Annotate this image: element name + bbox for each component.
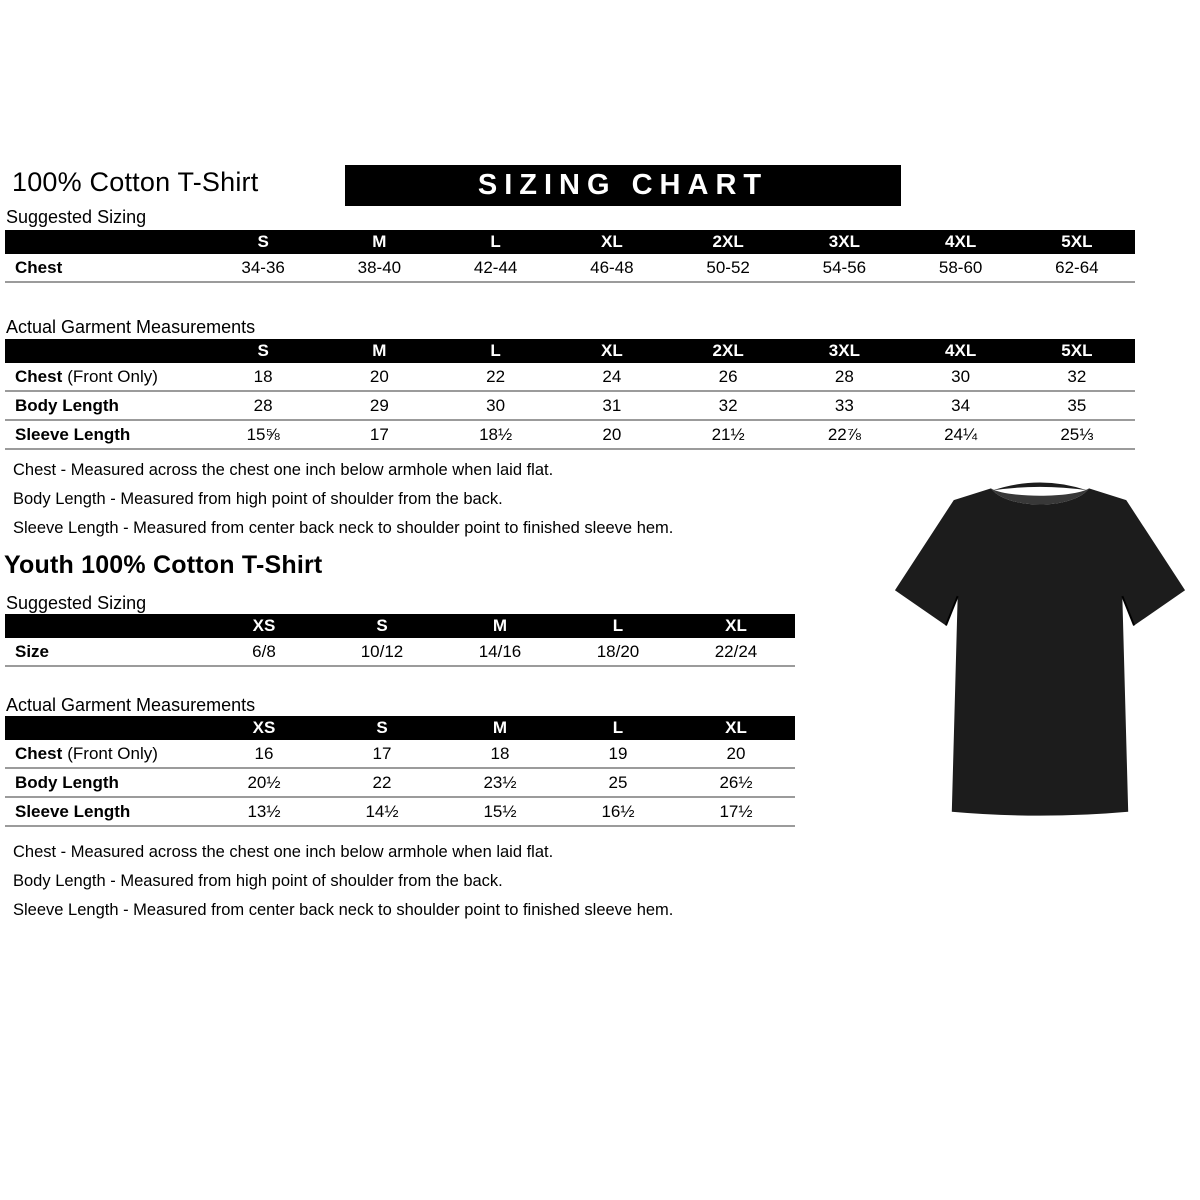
note-sleeve-length: Sleeve Length - Measured from center back neck to shoulder point to finished sleeve hem. [13, 901, 674, 919]
sizing-chart-banner: SIZING CHART [345, 165, 901, 206]
size-header: XL [677, 716, 795, 740]
size-header: 5XL [1019, 230, 1135, 254]
value-cell: 16½ [559, 797, 677, 826]
value-cell: 18½ [438, 420, 554, 449]
value-cell: 17½ [677, 797, 795, 826]
tshirt-image [893, 470, 1187, 834]
row-label: Chest [15, 257, 63, 277]
value-cell: 33 [786, 391, 902, 420]
value-cell: 28 [205, 391, 321, 420]
value-cell: 15½ [441, 797, 559, 826]
size-header: 5XL [1019, 339, 1135, 363]
note-chest: Chest - Measured across the chest one inch below armhole when laid flat. [13, 843, 554, 861]
adult-actual-header-row [5, 339, 1135, 363]
value-cell: 20 [554, 420, 670, 449]
size-header: S [205, 230, 321, 254]
size-header: 4XL [903, 230, 1019, 254]
note-chest: Chest - Measured across the chest one inch below armhole when laid flat. [13, 461, 554, 479]
value-cell: 22 [438, 363, 554, 391]
table-row [5, 797, 795, 826]
table-row [5, 363, 1135, 391]
row-label-cell [5, 768, 205, 797]
row-label-cell [5, 797, 205, 826]
row-label: Sleeve Length [15, 801, 131, 821]
value-cell: 31 [554, 391, 670, 420]
youth-actual-header-row [5, 716, 795, 740]
value-cell: 18 [205, 363, 321, 391]
row-label-cell [5, 363, 205, 391]
value-cell: 24¼ [903, 420, 1019, 449]
value-cell: 6/8 [205, 638, 323, 666]
value-cell: 16 [205, 740, 323, 768]
size-header: S [323, 614, 441, 638]
value-cell: 30 [438, 391, 554, 420]
value-cell: 17 [321, 420, 437, 449]
table-row [5, 740, 795, 768]
size-header: XL [677, 614, 795, 638]
value-cell: 35 [1019, 391, 1135, 420]
size-header: L [438, 230, 554, 254]
value-cell: 23½ [441, 768, 559, 797]
value-cell: 25 [559, 768, 677, 797]
value-cell: 13½ [205, 797, 323, 826]
note-sleeve-length: Sleeve Length - Measured from center back neck to shoulder point to finished sleeve hem. [13, 519, 674, 537]
adult-suggested-heading: Suggested Sizing [6, 207, 147, 227]
youth-suggested-table [5, 614, 795, 667]
row-label-cell [5, 420, 205, 449]
row-label: Chest [15, 366, 63, 386]
size-header: L [438, 339, 554, 363]
size-header: L [559, 716, 677, 740]
row-label-note: (Front Only) [67, 743, 158, 763]
row-label-cell [5, 391, 205, 420]
value-cell: 28 [786, 363, 902, 391]
size-header: XL [554, 230, 670, 254]
value-cell: 22 [323, 768, 441, 797]
youth-suggested-header-row [5, 614, 795, 638]
value-cell: 58-60 [903, 254, 1019, 282]
value-cell: 18 [441, 740, 559, 768]
row-label: Size [15, 641, 50, 661]
youth-notes [13, 843, 873, 930]
value-cell: 42-44 [438, 254, 554, 282]
value-cell: 32 [670, 391, 786, 420]
youth-actual-heading: Actual Garment Measurements [6, 695, 256, 715]
size-header: M [321, 339, 437, 363]
value-cell: 19 [559, 740, 677, 768]
value-cell: 38-40 [321, 254, 437, 282]
row-label: Body Length [15, 395, 119, 415]
table-row [5, 420, 1135, 449]
value-cell: 17 [323, 740, 441, 768]
value-cell: 29 [321, 391, 437, 420]
row-label: Sleeve Length [15, 424, 131, 444]
value-cell: 26½ [677, 768, 795, 797]
size-header: M [441, 716, 559, 740]
size-header: 3XL [786, 339, 902, 363]
value-cell: 50-52 [670, 254, 786, 282]
value-cell: 10/12 [323, 638, 441, 666]
size-header: 4XL [903, 339, 1019, 363]
value-cell: 30 [903, 363, 1019, 391]
youth-suggested-heading: Suggested Sizing [6, 593, 147, 613]
row-label-cell [5, 638, 205, 666]
size-header: S [323, 716, 441, 740]
value-cell: 32 [1019, 363, 1135, 391]
value-cell: 46-48 [554, 254, 670, 282]
row-label: Body Length [15, 772, 119, 792]
adult-actual-heading: Actual Garment Measurements [6, 317, 256, 337]
value-cell: 18/20 [559, 638, 677, 666]
adult-suggested-header-row [5, 230, 1135, 254]
value-cell: 24 [554, 363, 670, 391]
row-label-cell [5, 254, 205, 282]
size-header: XS [205, 614, 323, 638]
value-cell: 26 [670, 363, 786, 391]
table-row [5, 768, 795, 797]
adult-notes [13, 461, 873, 548]
size-header: XS [205, 716, 323, 740]
value-cell: 25⅓ [1019, 420, 1135, 449]
adult-suggested-table [5, 230, 1135, 283]
value-cell: 20½ [205, 768, 323, 797]
table-row [5, 391, 1135, 420]
value-cell: 21½ [670, 420, 786, 449]
table-row [5, 638, 795, 666]
table-corner-cell [5, 614, 205, 638]
size-header: S [205, 339, 321, 363]
value-cell: 34-36 [205, 254, 321, 282]
row-label: Chest [15, 743, 63, 763]
value-cell: 34 [903, 391, 1019, 420]
table-corner-cell [5, 716, 205, 740]
value-cell: 22⅞ [786, 420, 902, 449]
size-header: XL [554, 339, 670, 363]
note-body-length: Body Length - Measured from high point of shoulder from the back. [13, 872, 503, 890]
adult-title: 100% Cotton T-Shirt [12, 167, 259, 197]
size-header: L [559, 614, 677, 638]
tshirt-graphic [893, 470, 1187, 834]
value-cell: 20 [321, 363, 437, 391]
value-cell: 14/16 [441, 638, 559, 666]
note-body-length: Body Length - Measured from high point of shoulder from the back. [13, 490, 503, 508]
value-cell: 15⅝ [205, 420, 321, 449]
value-cell: 62-64 [1019, 254, 1135, 282]
size-header: M [441, 614, 559, 638]
size-header: 2XL [670, 339, 786, 363]
size-header: M [321, 230, 437, 254]
value-cell: 20 [677, 740, 795, 768]
youth-title: Youth 100% Cotton T-Shirt [4, 551, 323, 579]
youth-actual-table [5, 716, 795, 827]
size-header: 2XL [670, 230, 786, 254]
table-corner-cell [5, 230, 205, 254]
value-cell: 54-56 [786, 254, 902, 282]
row-label-cell [5, 740, 205, 768]
table-row [5, 254, 1135, 282]
table-corner-cell [5, 339, 205, 363]
row-label-note: (Front Only) [67, 366, 158, 386]
value-cell: 22/24 [677, 638, 795, 666]
value-cell: 14½ [323, 797, 441, 826]
size-header: 3XL [786, 230, 902, 254]
adult-actual-table [5, 339, 1135, 450]
